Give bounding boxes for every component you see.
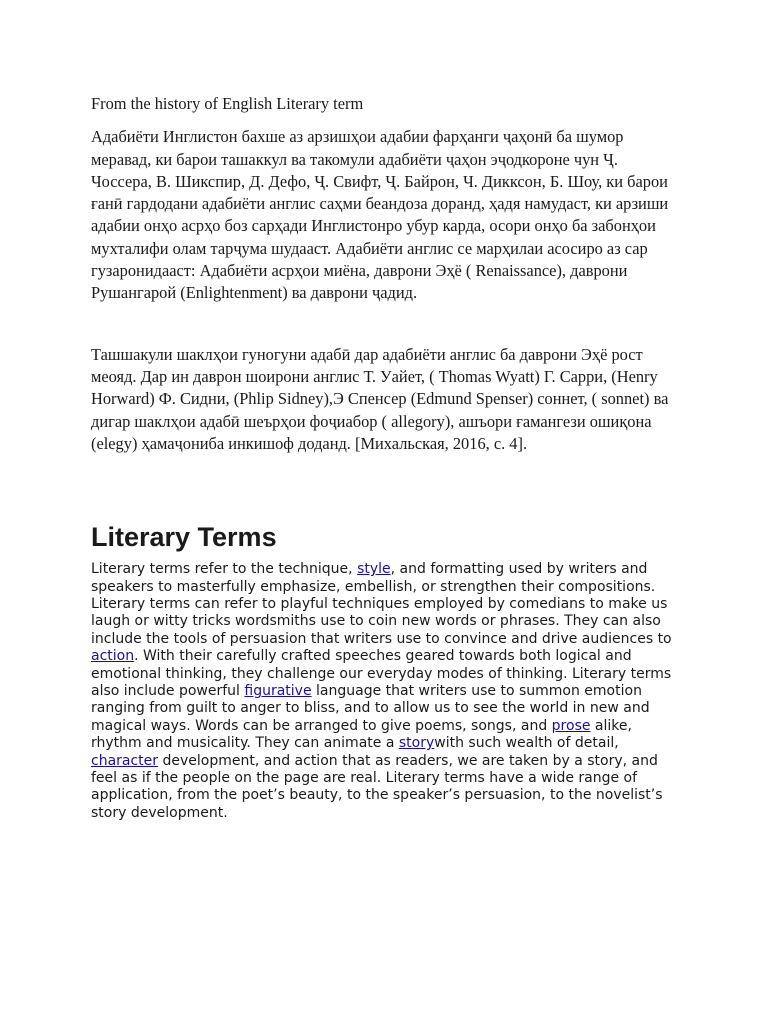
literary-terms-body [91, 561, 681, 822]
body-text: with such wealth of detail, [434, 735, 619, 752]
link-prose[interactable]: prose [551, 717, 591, 734]
body-text: language that writers use to summon emotion ranging from guilt to anger to bliss, and to allow us to see the world in new and magical ways. Words can be arranged to give poems, songs, and [91, 683, 650, 734]
section-title: Literary Terms [91, 522, 277, 553]
link-figurative[interactable]: figurative [244, 683, 312, 699]
spacer [91, 455, 681, 521]
link-style[interactable]: style [357, 561, 391, 578]
body-text: development, and action that as readers, we are taken by a story, and feel as if the people on the page are real. Literary terms have a wide range of application, from the poet’s beauty, to the speaker’s persuasion, to the novelist’s story development. [91, 752, 663, 821]
body-text: , and formatting used by writers and speakers to masterfully emphasize, embellish, or strengthen their compositions. Literary terms can refer to playful techniques employed by comedians to make us laugh or witty tricks wordsmiths use to coin new words or phrases. They can also include the tools of persuasion that writers use to convince and drive audiences to [91, 561, 672, 647]
link-story[interactable]: story [398, 735, 435, 752]
spacer [91, 305, 681, 344]
link-action[interactable]: action [91, 648, 135, 665]
link-character[interactable]: character [91, 752, 159, 769]
body-text: . With their carefully crafted speeches geared towards both logical and emotional thinking, they challenge our everyday modes of thinking. Literary terms also include powerful [91, 648, 672, 699]
body-text: alike, rhythm and musicality. They can animate a [91, 717, 632, 752]
document-page [91, 93, 681, 822]
paragraph-forms: Ташшакули шаклҳои гуногуни адабӣ дар адабиёти англис ба даврони Эҳё рост меояд. Дар ин даврон шоирони англис Т. Уайет, ( Thomas Wyatt) Г. Сарри, (Henry Horward) Ф. Сидни, (Phlip Sidney),Э Спенсер (Edmund Spenser) соннет, ( sonnet) ва дигар шаклҳои адабӣ шеърҳои фоҷиабор ( allegory), ашъори ғамангези ошиқона (elegy) ҳамаҷониба инкишоф доданд. [Михальская, 2016, с. 4]. [91, 344, 669, 453]
paragraph-history: Адабиёти Инглистон бахше аз арзишҳои адабии фарҳанги ҷаҳонӣ ба шумор меравад, ки барои ташаккул ва такомули адабиёти ҷаҳон эҷодкороне чун Ҷ. Чоссера, В. Шикспир, Д. Дефо, Ҷ. Свифт, Ҷ. Байрон, Ч. Дикксон, Б. Шоу, ки барои ғанӣ гардодани адабиёти англис саҳми беандоза доранд, ҳадя намудаст, ки арзиши адабии онҳо асрҳо боз сарҳади Инглистонро убур карда, осори онҳо ба забонҳои мухталифи олам тарҷума шудааст. Адабиёти англис се марҳилаи асосиро аз сар гузаронидааст: Адабиёти асрҳои миёна, даврони Эҳё ( Renaissance), даврони Рушангарой (Enlightenment) ва даврони ҷадид. [91, 127, 669, 303]
body-text: Literary terms refer to the technique, [91, 561, 358, 578]
intro-heading: From the history of English Literary term [91, 94, 364, 113]
